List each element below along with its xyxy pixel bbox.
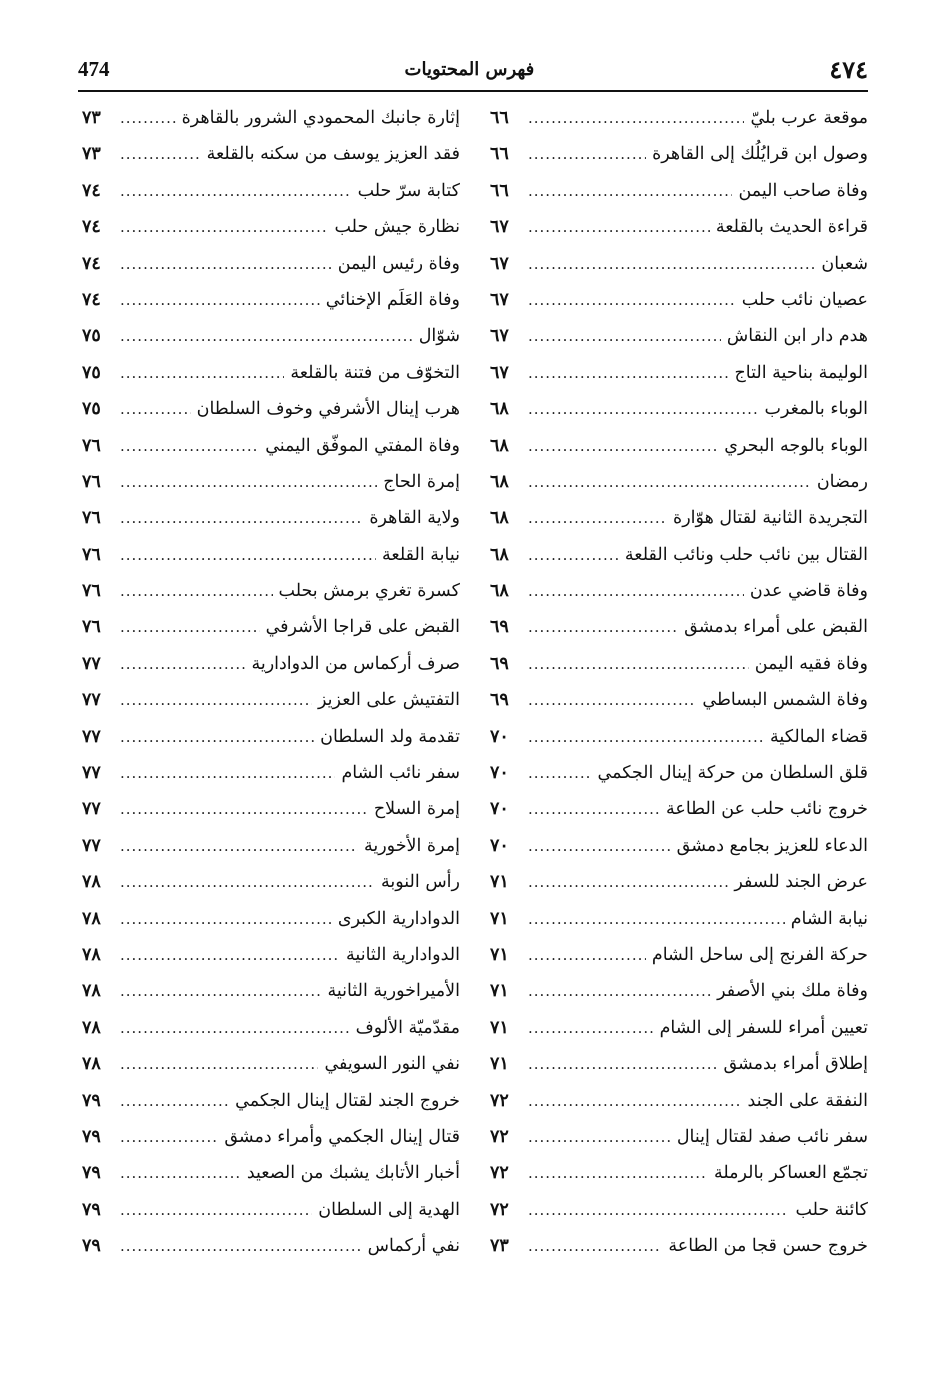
dot-leader: [528, 218, 710, 236]
toc-entry: [82, 399, 460, 435]
toc-entry: [82, 254, 460, 290]
toc-entry-title: الهدية إلى السلطان: [318, 1199, 460, 1220]
toc-entry-page: ٧٣: [490, 1236, 509, 1257]
toc-entry: [82, 1018, 460, 1054]
toc-entry: [490, 436, 868, 472]
toc-entry: [82, 108, 460, 144]
toc-entry-title: فقد العزيز يوسف من سكنه بالقلعة: [206, 144, 460, 165]
toc-entry-title: تقدمة ولد السلطان: [320, 726, 460, 747]
dot-leader: [528, 145, 646, 163]
toc-entry: [82, 581, 460, 617]
toc-entry-title: قتال إينال الجكمي وأمراء دمشق: [224, 1126, 460, 1147]
toc-entry-page: ٧٩: [82, 1090, 101, 1111]
toc-entry: [490, 836, 868, 872]
toc-entry-title: كائنة حلب: [795, 1199, 868, 1220]
toc-entry: [490, 363, 868, 399]
toc-entry-title: نفي أركماس: [367, 1236, 460, 1257]
dot-leader: [120, 1164, 241, 1182]
dot-leader: [528, 327, 721, 345]
dot-leader: [528, 837, 671, 855]
toc-entry: [490, 799, 868, 835]
toc-entry-page: ٦٧: [490, 289, 509, 310]
dot-leader: [528, 109, 744, 127]
toc-entry: [82, 472, 460, 508]
dot-leader: [120, 291, 320, 309]
toc-entry: [490, 1054, 868, 1090]
toc-entry-title: وصول ابن قرايُلُك إلى القاهرة: [652, 144, 868, 165]
toc-entry-page: ٧٢: [490, 1163, 509, 1184]
dot-leader: [528, 1019, 654, 1037]
toc-entry-title: إمرة السلاح: [373, 799, 460, 820]
toc-entry: [490, 981, 868, 1017]
dot-leader: [528, 182, 732, 200]
toc-entry-title: عصيان نائب حلب: [741, 289, 868, 310]
dot-leader: [528, 1237, 662, 1255]
toc-entry-title: نيابة القلعة: [382, 544, 460, 565]
toc-entry: [490, 1200, 868, 1236]
toc-entry-page: ٦٨: [490, 508, 509, 529]
toc-entry-title: حركة الفرنج إلى ساحل الشام: [651, 944, 868, 965]
toc-entry-title: الأميراخورية الثانية: [327, 981, 460, 1002]
toc-entry-page: ٧٧: [82, 799, 101, 820]
page-number-latin: 474: [78, 56, 110, 81]
toc-entry: [490, 581, 868, 617]
toc-entry: [490, 945, 868, 981]
toc-entry-page: ٧٧: [82, 726, 101, 747]
toc-entry-page: ٧٦: [82, 471, 101, 492]
toc-entry: [82, 1200, 460, 1236]
toc-entry-title: وفاة فقيه اليمن: [754, 653, 868, 674]
toc-entry: [490, 1236, 868, 1272]
toc-entry-page: ٧٨: [82, 872, 101, 893]
dot-leader: [120, 910, 332, 928]
toc-entry: [490, 909, 868, 945]
dot-leader: [528, 437, 718, 455]
toc-entry: [82, 727, 460, 763]
toc-entry-title: عرض الجند للسفر: [734, 872, 868, 893]
toc-entry: [490, 1018, 868, 1054]
toc-entry-page: ٦٧: [490, 362, 509, 383]
toc-entry-title: وفاة صاحب اليمن: [738, 180, 868, 201]
dot-leader: [528, 910, 785, 928]
dot-leader: [528, 1164, 708, 1182]
toc-entry-page: ٦٩: [490, 653, 509, 674]
toc-entry-title: إثارة جانبك المحمودي الشرور بالقاهرة: [181, 108, 460, 128]
toc-entry-title: القبض على قراجا الأشرفي: [265, 617, 460, 638]
toc-entry-title: قراءة الحديث بالقلعة: [715, 217, 868, 238]
toc-entry-page: ٦٨: [490, 581, 509, 602]
toc-entry-page: ٧٣: [82, 144, 101, 165]
dot-leader: [120, 546, 376, 564]
dot-leader: [528, 728, 764, 746]
toc-entry: [490, 254, 868, 290]
toc-entry: [490, 326, 868, 362]
toc-entry: [82, 1054, 460, 1090]
toc-entry: [82, 290, 460, 326]
toc-entry: [82, 909, 460, 945]
toc-entry-page: ٧١: [490, 872, 509, 893]
toc-entry: [82, 1163, 460, 1199]
toc-entry-page: ٧٥: [82, 362, 101, 383]
toc-entry: [82, 654, 460, 690]
toc-entry: [82, 799, 460, 835]
dot-leader: [528, 800, 660, 818]
toc-entry-title: خروج الجند لقتال إينال الجكمي: [235, 1090, 460, 1111]
toc-entry-title: نظارة جيش حلب: [334, 217, 460, 238]
toc-entry-title: شعبان: [821, 253, 868, 274]
dot-leader: [528, 364, 728, 382]
toc-entry-page: ٧٦: [82, 617, 101, 638]
toc-entry-page: ٧٤: [82, 217, 101, 238]
toc-entry-title: نفي النور السويفي: [324, 1054, 460, 1075]
dot-leader: [120, 255, 332, 273]
toc-entry: [82, 617, 460, 653]
dot-leader: [120, 618, 260, 636]
dot-leader: [528, 982, 711, 1000]
dot-leader: [120, 327, 413, 345]
toc-entry-page: ٦٦: [490, 108, 509, 128]
toc-entry-title: الوباء بالمغرب: [764, 399, 868, 420]
toc-entry-page: ٧٩: [82, 1199, 101, 1220]
toc-entry-title: موقعة عرب بليّ: [750, 108, 868, 128]
dot-leader: [120, 764, 335, 782]
toc-entry-page: ٦٧: [490, 253, 509, 274]
toc-entry-page: ٦٨: [490, 435, 509, 456]
header-rule: [78, 90, 868, 92]
toc-entry: [82, 763, 460, 799]
dot-leader: [120, 1092, 229, 1110]
toc-entry-title: صرف أركماس من الدوادارية: [251, 653, 460, 674]
toc-entry-title: نيابة الشام: [790, 908, 868, 929]
toc-entry-page: ٧٤: [82, 180, 101, 201]
toc-entry-page: ٧٠: [490, 835, 509, 856]
toc-entry: [82, 545, 460, 581]
toc-entry-page: ٧٨: [82, 944, 101, 965]
toc-entry: [82, 1236, 460, 1272]
dot-leader: [120, 509, 363, 527]
toc-column-left: [82, 108, 460, 1273]
dot-leader: [120, 1055, 318, 1073]
toc-entry-title: شوّال: [418, 326, 460, 347]
toc-entry: [490, 654, 868, 690]
toc-entry-title: القبض على أمراء بدمشق: [684, 617, 868, 638]
dot-leader: [528, 873, 728, 891]
dot-leader: [528, 946, 646, 964]
dot-leader: [528, 691, 696, 709]
toc-entry-title: وفاة الشمس البساطي: [702, 690, 868, 711]
toc-entry: [490, 181, 868, 217]
dot-leader: [528, 546, 619, 564]
toc-entry-title: هرب إينال الأشرفي وخوف السلطان: [196, 399, 460, 420]
toc-entry-page: ٧٦: [82, 581, 101, 602]
toc-entry: [490, 545, 868, 581]
toc-entry-page: ٦٦: [490, 180, 509, 201]
page-title: فهرس المحتويات: [404, 58, 535, 80]
toc-entry-title: رمضان: [816, 471, 868, 492]
toc-entry: [490, 617, 868, 653]
toc-entry-page: ٦٩: [490, 690, 509, 711]
dot-leader: [120, 873, 375, 891]
dot-leader: [528, 509, 667, 527]
toc-entry-title: قلق السلطان من حركة إينال الجكمي: [597, 763, 868, 784]
dot-leader: [528, 655, 749, 673]
toc-entry-page: ٧٥: [82, 326, 101, 347]
toc-entry-page: ٦٦: [490, 144, 509, 165]
toc-entry: [82, 690, 460, 726]
toc-entry-page: ٧٧: [82, 653, 101, 674]
dot-leader: [120, 1201, 312, 1219]
toc-entry-page: ٧٩: [82, 1126, 101, 1147]
toc-entry-title: خروج حسن قجا من الطاعة: [668, 1236, 868, 1257]
toc-entry-page: ٦٧: [490, 326, 509, 347]
toc-entry-title: كسرة تغري برمش بحلب: [278, 581, 460, 602]
dot-leader: [120, 1019, 350, 1037]
toc-entry-page: ٧١: [490, 981, 509, 1002]
toc-entry-title: قضاء المالكية: [770, 726, 868, 747]
toc-entry-title: كتابة سرّ حلب: [357, 180, 460, 201]
dot-leader: [120, 655, 245, 673]
toc-entry-page: ٧٦: [82, 508, 101, 529]
toc-entry-title: هدم دار ابن النقاش: [726, 326, 868, 347]
toc-entry-title: الوباء بالوجه البحري: [724, 435, 868, 456]
toc-entry-title: القتال بين نائب حلب ونائب القلعة: [624, 544, 868, 565]
dot-leader: [528, 1201, 789, 1219]
toc-entry-page: ٧٢: [490, 1126, 509, 1147]
toc-entry-title: خروج نائب حلب عن الطاعة: [666, 799, 868, 820]
page-header: [78, 52, 868, 86]
toc-entry-title: سفر نائب صفد لقتال إينال: [676, 1126, 868, 1147]
dot-leader: [120, 946, 340, 964]
toc-entry-page: ٧٢: [490, 1199, 509, 1220]
toc-entry: [82, 363, 460, 399]
toc-entry: [82, 436, 460, 472]
toc-entry: [490, 872, 868, 908]
toc-entry: [82, 181, 460, 217]
toc-entry: [82, 872, 460, 908]
toc-entry-page: ٧٨: [82, 981, 101, 1002]
toc-column-right: [490, 108, 868, 1273]
toc-entry-title: وفاة المفتي الموفّق اليمني: [265, 435, 460, 456]
toc-entry: [490, 763, 868, 799]
toc-entry-page: ٧٠: [490, 763, 509, 784]
toc-entry-page: ٧٦: [82, 544, 101, 565]
toc-entry-title: النفقة على الجند: [747, 1090, 868, 1111]
page-number-arabic: ٤٧٤: [829, 54, 868, 84]
toc-entry-title: رأس النوبة: [380, 872, 460, 893]
toc-entry-title: تجمّع العساكر بالرملة: [713, 1163, 868, 1184]
toc-entry-page: ٧٣: [82, 108, 101, 128]
toc-entry: [490, 508, 868, 544]
toc-entry-title: إمرة الأخورية: [363, 835, 460, 856]
toc-entry: [82, 836, 460, 872]
toc-entry-title: إمرة الحاج: [383, 471, 460, 492]
toc-entry: [490, 727, 868, 763]
toc-entry-title: الدوادارية الثانية: [346, 944, 460, 965]
toc-entry-title: سفر نائب الشام: [341, 763, 460, 784]
toc-entry-page: ٧١: [490, 1017, 509, 1038]
dot-leader: [528, 582, 744, 600]
toc-entry: [490, 1127, 868, 1163]
toc-entry: [490, 108, 868, 144]
toc-entry-page: ٧٩: [82, 1163, 101, 1184]
dot-leader: [120, 473, 377, 491]
dot-leader: [120, 728, 314, 746]
toc-entry-title: وفاة قاضي عدن: [749, 581, 868, 602]
dot-leader: [120, 982, 322, 1000]
dot-leader: [120, 364, 284, 382]
toc-entry: [490, 399, 868, 435]
toc-entry-title: أخبار الأتابك يشبك من الصعيد: [246, 1163, 460, 1184]
dot-leader: [120, 218, 328, 236]
toc-entry: [82, 217, 460, 253]
dot-leader: [120, 837, 358, 855]
dot-leader: [120, 437, 259, 455]
dot-leader: [120, 182, 352, 200]
toc-entry: [82, 508, 460, 544]
toc-entry-title: وفاة ملك بني الأصفر: [717, 981, 868, 1002]
toc-entry-page: ٦٧: [490, 217, 509, 238]
dot-leader: [120, 800, 368, 818]
dot-leader: [528, 1092, 742, 1110]
toc-entry: [82, 945, 460, 981]
toc-entry: [490, 1163, 868, 1199]
dot-leader: [528, 1128, 671, 1146]
toc-entry: [490, 1091, 868, 1127]
dot-leader: [120, 582, 273, 600]
toc-entry-page: ٧٠: [490, 799, 509, 820]
toc-entry-page: ٧٨: [82, 908, 101, 929]
dot-leader: [120, 109, 176, 127]
toc-entry-page: ٧١: [490, 1054, 509, 1075]
toc-entry-page: ٧٩: [82, 1236, 101, 1257]
toc-entry-page: ٦٨: [490, 399, 509, 420]
toc-entry: [490, 472, 868, 508]
toc-entry: [82, 981, 460, 1017]
toc-entry-title: وفاة رئيس اليمن: [337, 253, 460, 274]
toc-entry-title: التجريدة الثانية لقتال هوّارة: [673, 508, 868, 529]
toc-entry-title: وفاة العَلَم الإخنائي: [325, 289, 460, 310]
toc-entry: [82, 1127, 460, 1163]
dot-leader: [120, 1128, 218, 1146]
dot-leader: [528, 473, 811, 491]
toc-entry-page: ٧٨: [82, 1054, 101, 1075]
dot-leader: [528, 400, 759, 418]
toc-entry-page: ٧٨: [82, 1017, 101, 1038]
toc-entry-page: ٦٨: [490, 471, 509, 492]
toc-entry-title: التخوّف من فتنة بالقلعة: [290, 362, 460, 383]
dot-leader: [120, 691, 312, 709]
toc-entry: [490, 290, 868, 326]
dot-leader: [528, 764, 591, 782]
toc-entry-title: الدوادارية الكبرى: [337, 908, 460, 929]
toc-entry-title: إطلاق أمراء بدمشق: [723, 1054, 868, 1075]
dot-leader: [120, 145, 201, 163]
toc-entry-title: التفتيش على العزيز: [318, 690, 460, 711]
toc-entry-title: مقدّميّة الألوف: [355, 1017, 460, 1038]
toc-entry-page: ٧١: [490, 944, 509, 965]
toc-entry: [82, 1091, 460, 1127]
dot-leader: [120, 400, 191, 418]
toc-entry-page: ٧٢: [490, 1090, 509, 1111]
toc-entry-page: ٧٠: [490, 726, 509, 747]
dot-leader: [528, 255, 815, 273]
toc-entry: [490, 690, 868, 726]
toc-entry-page: ٧٥: [82, 399, 101, 420]
toc-entry-page: ٦٨: [490, 544, 509, 565]
dot-leader: [528, 1055, 717, 1073]
toc-entry: [82, 144, 460, 180]
toc-entry-page: ٧٤: [82, 289, 101, 310]
toc-entry: [82, 326, 460, 362]
toc-entry-page: ٦٩: [490, 617, 509, 638]
toc-entry-page: ٧٦: [82, 435, 101, 456]
dot-leader: [528, 618, 678, 636]
toc-entry-page: ٧٧: [82, 835, 101, 856]
dot-leader: [120, 1237, 362, 1255]
dot-leader: [528, 291, 736, 309]
toc-entry-title: الدعاء للعزيز بجامع دمشق: [676, 835, 868, 856]
toc-entry-title: الوليمة بناحية التاج: [734, 362, 868, 383]
toc-entry-page: ٧٧: [82, 690, 101, 711]
toc-entry-page: ٧١: [490, 908, 509, 929]
toc-entry-title: تعيين أمراء للسفر إلى الشام: [659, 1017, 868, 1038]
toc-entry-page: ٧٤: [82, 253, 101, 274]
toc-entry: [490, 217, 868, 253]
toc-entry-page: ٧٧: [82, 763, 101, 784]
toc-entry: [490, 144, 868, 180]
toc-entry-title: ولاية القاهرة: [369, 508, 460, 529]
